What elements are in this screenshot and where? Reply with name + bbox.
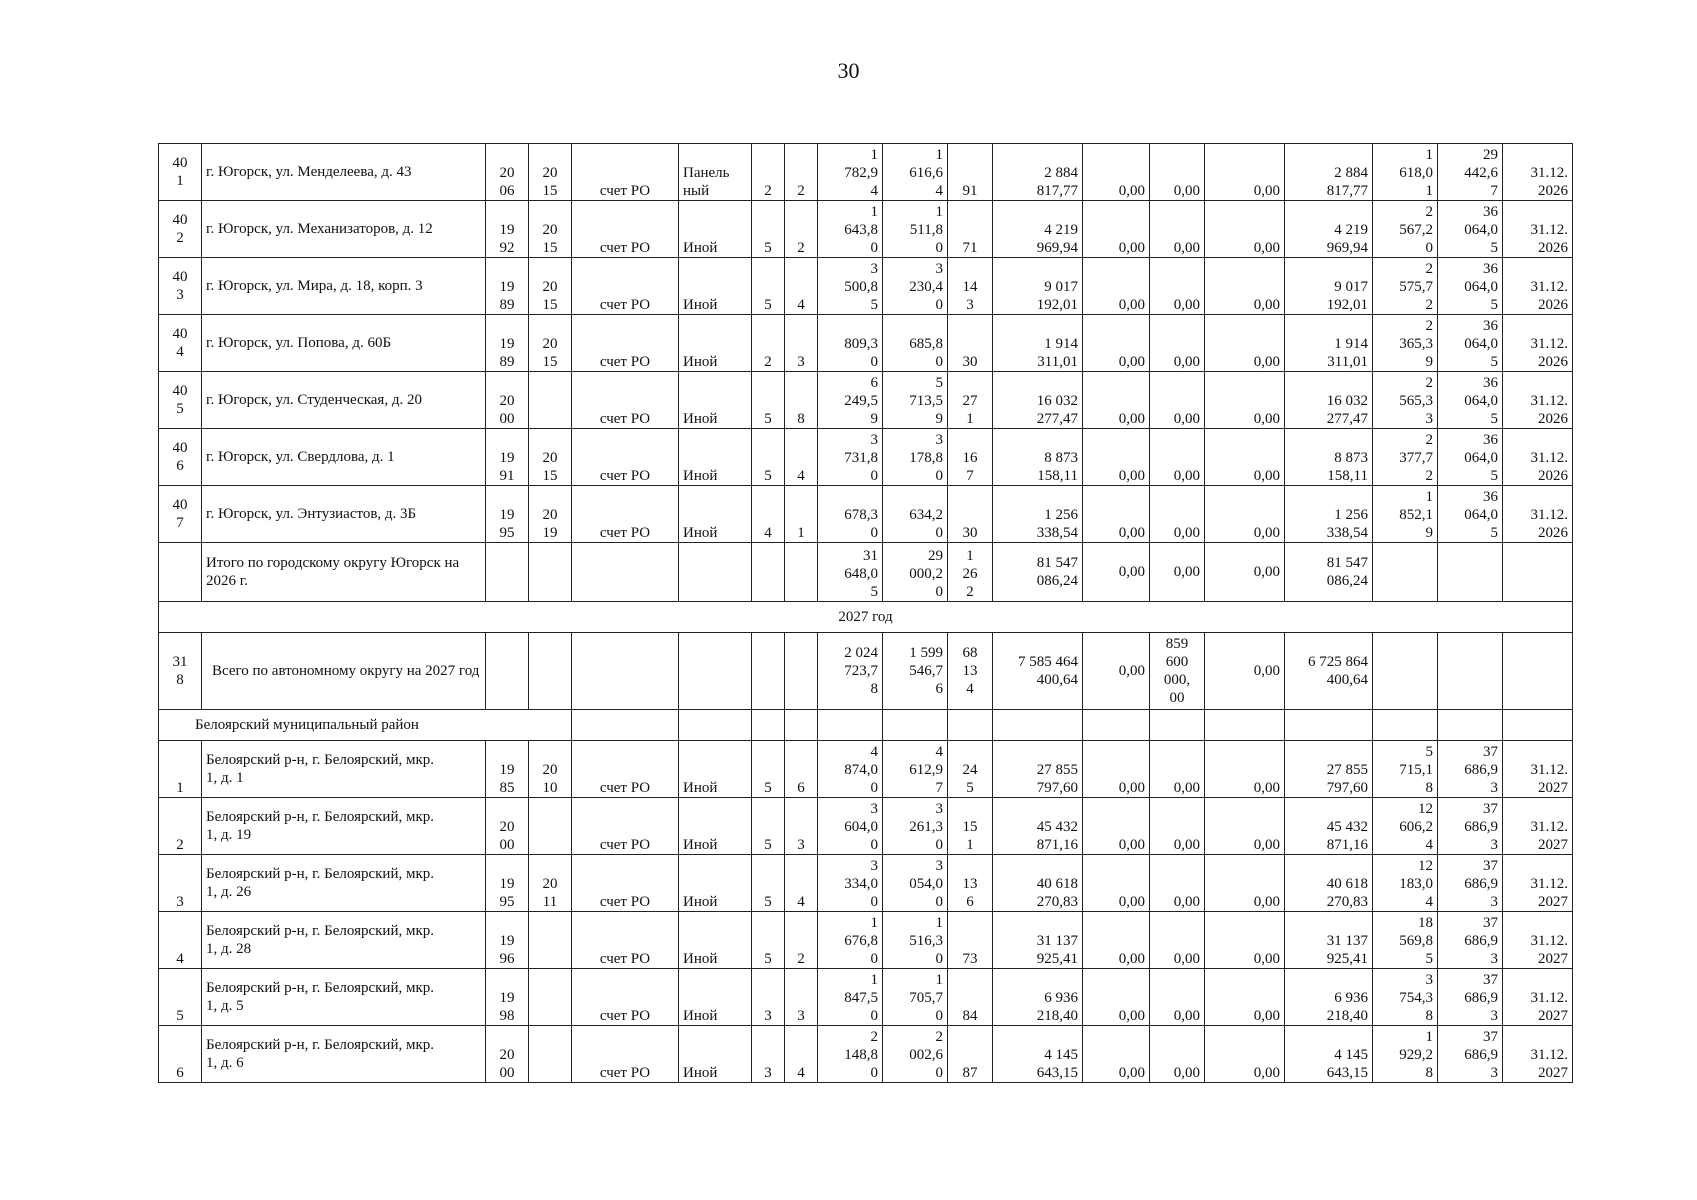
cell-build-year: 19 85 xyxy=(486,741,529,798)
grand-total-2027-row xyxy=(159,633,1573,710)
section-2026-total xyxy=(159,543,1573,741)
cell-row-number: 4 xyxy=(159,912,202,969)
cell-completion-date: 31.12. 2027 xyxy=(1503,1026,1573,1083)
cell-owners-funds: 8 873 158,11 xyxy=(1285,429,1373,486)
cell-fund-source-3: 0,00 xyxy=(1205,855,1285,912)
cell-unit-cost: 2 377,7 2 xyxy=(1373,429,1438,486)
cell-row-number: 6 xyxy=(159,1026,202,1083)
cell-floors: 5 xyxy=(752,855,785,912)
cell-residents: 73 xyxy=(948,912,993,969)
cell-fund-source-3: 0,00 xyxy=(1205,201,1285,258)
cell-build-year: 19 92 xyxy=(486,201,529,258)
cell-fund-method: счет РО xyxy=(572,855,679,912)
cell-entrances: 2 xyxy=(785,201,818,258)
cell-fund-method: счет РО xyxy=(572,912,679,969)
table-row xyxy=(159,912,1573,969)
cell-entrances: 4 xyxy=(785,855,818,912)
cell-repair-cost: 31 137 925,41 xyxy=(993,912,1083,969)
total-2026-label: Итого по городскому округу Югорск на 2026 г. xyxy=(202,543,486,602)
cell-fund-source-3: 0,00 xyxy=(1205,429,1285,486)
cell-max-unit-cost: 37 686,9 3 xyxy=(1438,855,1503,912)
cell-address: Белоярский р-н, г. Белоярский, мкр. 1, д. 5 xyxy=(202,969,486,1026)
cell-owners-funds: 16 032 277,47 xyxy=(1285,372,1373,429)
cell-fund-source-2: 0,00 xyxy=(1150,912,1205,969)
cell-owners-funds: 27 855 797,60 xyxy=(1285,741,1373,798)
cell-row-number: 40 1 xyxy=(159,144,202,201)
cell-fund-source-2: 0,00 xyxy=(1150,372,1205,429)
cell-fund-source-1: 0,00 xyxy=(1083,486,1150,543)
cell-row-number: 2 xyxy=(159,798,202,855)
cell-unit-cost: 12 606,2 4 xyxy=(1373,798,1438,855)
total-2026-own: 81 547 086,24 xyxy=(1285,543,1373,602)
cell-row-number: 5 xyxy=(159,969,202,1026)
cell-unit-cost: 1 929,2 8 xyxy=(1373,1026,1438,1083)
cell-unit-cost: 2 365,3 9 xyxy=(1373,315,1438,372)
cell-residents: 87 xyxy=(948,1026,993,1083)
cell-total-area: 1 847,5 0 xyxy=(818,969,883,1026)
cell-entrances: 4 xyxy=(785,1026,818,1083)
cell-address: Белоярский р-н, г. Белоярский, мкр. 1, д. 26 xyxy=(202,855,486,912)
cell-floors: 5 xyxy=(752,201,785,258)
cell-wall-material: Иной xyxy=(679,798,752,855)
cell-total-area: 809,3 0 xyxy=(818,315,883,372)
cell-fund-source-1: 0,00 xyxy=(1083,315,1150,372)
cell-build-year: 19 89 xyxy=(486,258,529,315)
cell-fund-source-1: 0,00 xyxy=(1083,144,1150,201)
cell-repair-cost: 4 219 969,94 xyxy=(993,201,1083,258)
cell-fund-source-3: 0,00 xyxy=(1205,258,1285,315)
cell-address: г. Югорск, ул. Энтузиастов, д. 3Б xyxy=(202,486,486,543)
cell-entrances: 3 xyxy=(785,969,818,1026)
cell-total-area: 1 643,8 0 xyxy=(818,201,883,258)
cell-living-area: 5 713,5 9 xyxy=(883,372,948,429)
cell-unit-cost: 5 715,1 8 xyxy=(1373,741,1438,798)
cell-entrances: 3 xyxy=(785,315,818,372)
cell-unit-cost: 1 852,1 9 xyxy=(1373,486,1438,543)
table-row xyxy=(159,429,1573,486)
grand-2027-living-area: 1 599 546,7 6 xyxy=(883,633,948,710)
cell-floors: 5 xyxy=(752,912,785,969)
cell-living-area: 1 511,8 0 xyxy=(883,201,948,258)
cell-fund-method: счет РО xyxy=(572,144,679,201)
cell-fund-method: счет РО xyxy=(572,315,679,372)
cell-entrances: 4 xyxy=(785,429,818,486)
cell-owners-funds: 4 145 643,15 xyxy=(1285,1026,1373,1083)
cell-unit-cost: 18 569,8 5 xyxy=(1373,912,1438,969)
cell-build-year: 20 06 xyxy=(486,144,529,201)
total-2026-fund1: 0,00 xyxy=(1083,543,1150,602)
cell-residents: 91 xyxy=(948,144,993,201)
table-row xyxy=(159,201,1573,258)
cell-fund-source-2: 0,00 xyxy=(1150,855,1205,912)
cell-owners-funds: 6 936 218,40 xyxy=(1285,969,1373,1026)
cell-row-number: 40 6 xyxy=(159,429,202,486)
cell-floors: 5 xyxy=(752,741,785,798)
cell-build-year: 19 98 xyxy=(486,969,529,1026)
cell-total-area: 678,3 0 xyxy=(818,486,883,543)
district-name: Белоярский муниципальный район xyxy=(159,710,572,741)
cell-living-area: 2 002,6 0 xyxy=(883,1026,948,1083)
cell-total-area: 1 676,8 0 xyxy=(818,912,883,969)
cell-entrances: 6 xyxy=(785,741,818,798)
cell-fund-source-2: 0,00 xyxy=(1150,258,1205,315)
cell-entrances: 3 xyxy=(785,798,818,855)
cell-fund-source-3: 0,00 xyxy=(1205,315,1285,372)
cell-fund-source-1: 0,00 xyxy=(1083,855,1150,912)
cell-fund-source-1: 0,00 xyxy=(1083,912,1150,969)
cell-max-unit-cost: 36 064,0 5 xyxy=(1438,486,1503,543)
cell-last-repair-year xyxy=(529,912,572,969)
cell-last-repair-year: 20 15 xyxy=(529,315,572,372)
cell-last-repair-year: 20 19 xyxy=(529,486,572,543)
table-row xyxy=(159,798,1573,855)
cell-max-unit-cost: 36 064,0 5 xyxy=(1438,372,1503,429)
cell-address: г. Югорск, ул. Свердлова, д. 1 xyxy=(202,429,486,486)
cell-row-number: 40 3 xyxy=(159,258,202,315)
table-row xyxy=(159,1026,1573,1083)
cell-fund-method: счет РО xyxy=(572,969,679,1026)
cell-build-year: 20 00 xyxy=(486,372,529,429)
cell-fund-source-2: 0,00 xyxy=(1150,969,1205,1026)
cell-residents: 30 xyxy=(948,486,993,543)
cell-wall-material: Иной xyxy=(679,1026,752,1083)
section-2026-rows xyxy=(159,144,1573,543)
district-header-row xyxy=(159,710,1573,741)
cell-last-repair-year xyxy=(529,1026,572,1083)
cell-completion-date: 31.12. 2026 xyxy=(1503,429,1573,486)
cell-residents: 16 7 xyxy=(948,429,993,486)
cell-floors: 5 xyxy=(752,429,785,486)
cell-last-repair-year xyxy=(529,798,572,855)
cell-fund-method: счет РО xyxy=(572,258,679,315)
cell-fund-source-3: 0,00 xyxy=(1205,912,1285,969)
grand-2027-fund2: 859 600 000, 00 xyxy=(1150,633,1205,710)
cell-completion-date: 31.12. 2027 xyxy=(1503,741,1573,798)
cell-address: Белоярский р-н, г. Белоярский, мкр. 1, д. 19 xyxy=(202,798,486,855)
cell-row-number: 40 7 xyxy=(159,486,202,543)
cell-residents: 15 1 xyxy=(948,798,993,855)
cell-fund-source-3: 0,00 xyxy=(1205,969,1285,1026)
cell-wall-material: Иной xyxy=(679,201,752,258)
cell-wall-material: Панель ный xyxy=(679,144,752,201)
cell-repair-cost: 1 914 311,01 xyxy=(993,315,1083,372)
total-2026-cost: 81 547 086,24 xyxy=(993,543,1083,602)
cell-row-number: 1 xyxy=(159,741,202,798)
cell-repair-cost: 8 873 158,11 xyxy=(993,429,1083,486)
table-row xyxy=(159,855,1573,912)
cell-total-area: 2 148,8 0 xyxy=(818,1026,883,1083)
cell-build-year: 19 91 xyxy=(486,429,529,486)
cell-completion-date: 31.12. 2026 xyxy=(1503,144,1573,201)
cell-floors: 5 xyxy=(752,258,785,315)
cell-total-area: 6 249,5 9 xyxy=(818,372,883,429)
cell-fund-method: счет РО xyxy=(572,486,679,543)
cell-fund-source-2: 0,00 xyxy=(1150,741,1205,798)
cell-owners-funds: 1 914 311,01 xyxy=(1285,315,1373,372)
cell-fund-source-1: 0,00 xyxy=(1083,372,1150,429)
cell-fund-source-3: 0,00 xyxy=(1205,486,1285,543)
total-row-2026 xyxy=(159,543,1573,602)
cell-floors: 2 xyxy=(752,315,785,372)
cell-entrances: 1 xyxy=(785,486,818,543)
cell-last-repair-year: 20 10 xyxy=(529,741,572,798)
cell-address: г. Югорск, ул. Мира, д. 18, корп. 3 xyxy=(202,258,486,315)
cell-completion-date: 31.12. 2026 xyxy=(1503,486,1573,543)
cell-residents: 27 1 xyxy=(948,372,993,429)
cell-fund-source-2: 0,00 xyxy=(1150,144,1205,201)
cell-max-unit-cost: 37 686,9 3 xyxy=(1438,798,1503,855)
cell-build-year: 19 96 xyxy=(486,912,529,969)
grand-2027-label: Всего по автономному округу на 2027 год xyxy=(202,633,486,710)
year-2027-label: 2027 год xyxy=(159,602,1573,633)
cell-fund-method: счет РО xyxy=(572,741,679,798)
cell-repair-cost: 2 884 817,77 xyxy=(993,144,1083,201)
cell-total-area: 3 334,0 0 xyxy=(818,855,883,912)
cell-row-number: 3 xyxy=(159,855,202,912)
cell-floors: 5 xyxy=(752,372,785,429)
cell-build-year: 19 89 xyxy=(486,315,529,372)
cell-living-area: 685,8 0 xyxy=(883,315,948,372)
cell-wall-material: Иной xyxy=(679,372,752,429)
cell-fund-source-1: 0,00 xyxy=(1083,798,1150,855)
cell-wall-material: Иной xyxy=(679,429,752,486)
table-row xyxy=(159,741,1573,798)
cell-last-repair-year: 20 15 xyxy=(529,429,572,486)
cell-fund-source-2: 0,00 xyxy=(1150,315,1205,372)
cell-living-area: 1 616,6 4 xyxy=(883,144,948,201)
cell-max-unit-cost: 37 686,9 3 xyxy=(1438,741,1503,798)
cell-fund-source-1: 0,00 xyxy=(1083,201,1150,258)
cell-wall-material: Иной xyxy=(679,741,752,798)
cell-fund-source-2: 0,00 xyxy=(1150,798,1205,855)
cell-repair-cost: 27 855 797,60 xyxy=(993,741,1083,798)
cell-max-unit-cost: 37 686,9 3 xyxy=(1438,969,1503,1026)
cell-wall-material: Иной xyxy=(679,855,752,912)
grand-2027-own: 6 725 864 400,64 xyxy=(1285,633,1373,710)
cell-owners-funds: 1 256 338,54 xyxy=(1285,486,1373,543)
cell-entrances: 2 xyxy=(785,912,818,969)
cell-residents: 84 xyxy=(948,969,993,1026)
cell-completion-date: 31.12. 2026 xyxy=(1503,201,1573,258)
cell-last-repair-year: 20 15 xyxy=(529,201,572,258)
cell-owners-funds: 2 884 817,77 xyxy=(1285,144,1373,201)
cell-unit-cost: 2 567,2 0 xyxy=(1373,201,1438,258)
cell-max-unit-cost: 37 686,9 3 xyxy=(1438,912,1503,969)
cell-floors: 4 xyxy=(752,486,785,543)
cell-repair-cost: 16 032 277,47 xyxy=(993,372,1083,429)
year-header-row xyxy=(159,602,1573,633)
table-row xyxy=(159,372,1573,429)
table-row xyxy=(159,258,1573,315)
cell-max-unit-cost: 36 064,0 5 xyxy=(1438,429,1503,486)
cell-floors: 5 xyxy=(752,798,785,855)
cell-fund-source-2: 0,00 xyxy=(1150,486,1205,543)
cell-wall-material: Иной xyxy=(679,258,752,315)
cell-fund-method: счет РО xyxy=(572,1026,679,1083)
cell-fund-source-3: 0,00 xyxy=(1205,372,1285,429)
cell-owners-funds: 4 219 969,94 xyxy=(1285,201,1373,258)
cell-wall-material: Иной xyxy=(679,912,752,969)
cell-repair-cost: 4 145 643,15 xyxy=(993,1026,1083,1083)
cell-fund-source-3: 0,00 xyxy=(1205,144,1285,201)
total-2026-living-area: 29 000,2 0 xyxy=(883,543,948,602)
cell-fund-source-3: 0,00 xyxy=(1205,1026,1285,1083)
cell-entrances: 2 xyxy=(785,144,818,201)
cell-total-area: 1 782,9 4 xyxy=(818,144,883,201)
table-row xyxy=(159,144,1573,201)
cell-repair-cost: 6 936 218,40 xyxy=(993,969,1083,1026)
table-row xyxy=(159,315,1573,372)
cell-floors: 3 xyxy=(752,969,785,1026)
cell-fund-source-1: 0,00 xyxy=(1083,258,1150,315)
total-2026-residents: 1 26 2 xyxy=(948,543,993,602)
cell-owners-funds: 9 017 192,01 xyxy=(1285,258,1373,315)
table-row xyxy=(159,969,1573,1026)
cell-row-number: 40 5 xyxy=(159,372,202,429)
cell-total-area: 4 874,0 0 xyxy=(818,741,883,798)
cell-build-year: 19 95 xyxy=(486,486,529,543)
total-2026-fund2: 0,00 xyxy=(1150,543,1205,602)
cell-completion-date: 31.12. 2027 xyxy=(1503,912,1573,969)
cell-repair-cost: 9 017 192,01 xyxy=(993,258,1083,315)
capital-repair-table xyxy=(158,143,1573,1083)
cell-owners-funds: 31 137 925,41 xyxy=(1285,912,1373,969)
cell-living-area: 3 178,8 0 xyxy=(883,429,948,486)
cell-total-area: 3 604,0 0 xyxy=(818,798,883,855)
cell-max-unit-cost: 36 064,0 5 xyxy=(1438,258,1503,315)
cell-completion-date: 31.12. 2027 xyxy=(1503,855,1573,912)
cell-repair-cost: 40 618 270,83 xyxy=(993,855,1083,912)
page-number: 30 xyxy=(837,58,860,83)
cell-completion-date: 31.12. 2026 xyxy=(1503,372,1573,429)
cell-residents: 71 xyxy=(948,201,993,258)
cell-last-repair-year: 20 11 xyxy=(529,855,572,912)
cell-wall-material: Иной xyxy=(679,315,752,372)
cell-max-unit-cost: 29 442,6 7 xyxy=(1438,144,1503,201)
cell-last-repair-year xyxy=(529,372,572,429)
cell-fund-source-3: 0,00 xyxy=(1205,798,1285,855)
cell-fund-source-2: 0,00 xyxy=(1150,201,1205,258)
cell-fund-source-2: 0,00 xyxy=(1150,1026,1205,1083)
grand-2027-fund3: 0,00 xyxy=(1205,633,1285,710)
cell-fund-source-1: 0,00 xyxy=(1083,741,1150,798)
cell-entrances: 8 xyxy=(785,372,818,429)
grand-2027-fund1: 0,00 xyxy=(1083,633,1150,710)
cell-completion-date: 31.12. 2027 xyxy=(1503,798,1573,855)
cell-completion-date: 31.12. 2026 xyxy=(1503,258,1573,315)
cell-max-unit-cost: 36 064,0 5 xyxy=(1438,315,1503,372)
cell-fund-method: счет РО xyxy=(572,201,679,258)
grand-2027-cost: 7 585 464 400,64 xyxy=(993,633,1083,710)
cell-address: Белоярский р-н, г. Белоярский, мкр. 1, д. 6 xyxy=(202,1026,486,1083)
cell-row-number: 40 4 xyxy=(159,315,202,372)
cell-unit-cost: 2 575,7 2 xyxy=(1373,258,1438,315)
cell-wall-material: Иной xyxy=(679,486,752,543)
cell-address: Белоярский р-н, г. Белоярский, мкр. 1, д. 1 xyxy=(202,741,486,798)
cell-living-area: 4 612,9 7 xyxy=(883,741,948,798)
cell-max-unit-cost: 36 064,0 5 xyxy=(1438,201,1503,258)
cell-address: г. Югорск, ул. Менделеева, д. 43 xyxy=(202,144,486,201)
cell-fund-method: счет РО xyxy=(572,798,679,855)
cell-living-area: 634,2 0 xyxy=(883,486,948,543)
cell-unit-cost: 1 618,0 1 xyxy=(1373,144,1438,201)
cell-total-area: 3 731,8 0 xyxy=(818,429,883,486)
cell-last-repair-year: 20 15 xyxy=(529,144,572,201)
cell-wall-material: Иной xyxy=(679,969,752,1026)
cell-owners-funds: 45 432 871,16 xyxy=(1285,798,1373,855)
grand-2027-residents: 68 13 4 xyxy=(948,633,993,710)
cell-total-area: 3 500,8 5 xyxy=(818,258,883,315)
cell-repair-cost: 1 256 338,54 xyxy=(993,486,1083,543)
cell-address: г. Югорск, ул. Попова, д. 60Б xyxy=(202,315,486,372)
cell-living-area: 1 516,3 0 xyxy=(883,912,948,969)
cell-unit-cost: 2 565,3 3 xyxy=(1373,372,1438,429)
cell-completion-date: 31.12. 2026 xyxy=(1503,315,1573,372)
cell-address: г. Югорск, ул. Механизаторов, д. 12 xyxy=(202,201,486,258)
cell-residents: 14 3 xyxy=(948,258,993,315)
total-2026-area: 31 648,0 5 xyxy=(818,543,883,602)
cell-owners-funds: 40 618 270,83 xyxy=(1285,855,1373,912)
cell-last-repair-year: 20 15 xyxy=(529,258,572,315)
cell-fund-source-1: 0,00 xyxy=(1083,969,1150,1026)
cell-row-number: 40 2 xyxy=(159,201,202,258)
cell-fund-method: счет РО xyxy=(572,372,679,429)
cell-living-area: 1 705,7 0 xyxy=(883,969,948,1026)
cell-fund-source-2: 0,00 xyxy=(1150,429,1205,486)
cell-floors: 2 xyxy=(752,144,785,201)
cell-max-unit-cost: 37 686,9 3 xyxy=(1438,1026,1503,1083)
cell-last-repair-year xyxy=(529,969,572,1026)
cell-fund-method: счет РО xyxy=(572,429,679,486)
grand-2027-n: 31 8 xyxy=(159,633,202,710)
cell-fund-source-3: 0,00 xyxy=(1205,741,1285,798)
cell-address: Белоярский р-н, г. Белоярский, мкр. 1, д. 28 xyxy=(202,912,486,969)
cell-living-area: 3 230,4 0 xyxy=(883,258,948,315)
total-2026-fund3: 0,00 xyxy=(1205,543,1285,602)
table-row xyxy=(159,486,1573,543)
cell-living-area: 3 261,3 0 xyxy=(883,798,948,855)
cell-unit-cost: 3 754,3 8 xyxy=(1373,969,1438,1026)
cell-fund-source-1: 0,00 xyxy=(1083,429,1150,486)
cell-repair-cost: 45 432 871,16 xyxy=(993,798,1083,855)
cell-entrances: 4 xyxy=(785,258,818,315)
cell-residents: 30 xyxy=(948,315,993,372)
cell-living-area: 3 054,0 0 xyxy=(883,855,948,912)
total-2026-n xyxy=(159,543,202,602)
cell-floors: 3 xyxy=(752,1026,785,1083)
cell-residents: 24 5 xyxy=(948,741,993,798)
cell-fund-source-1: 0,00 xyxy=(1083,1026,1150,1083)
cell-completion-date: 31.12. 2027 xyxy=(1503,969,1573,1026)
cell-build-year: 20 00 xyxy=(486,798,529,855)
cell-residents: 13 6 xyxy=(948,855,993,912)
section-2027-rows xyxy=(159,741,1573,1083)
cell-address: г. Югорск, ул. Студенческая, д. 20 xyxy=(202,372,486,429)
cell-build-year: 19 95 xyxy=(486,855,529,912)
cell-build-year: 20 00 xyxy=(486,1026,529,1083)
cell-unit-cost: 12 183,0 4 xyxy=(1373,855,1438,912)
grand-2027-area: 2 024 723,7 8 xyxy=(818,633,883,710)
